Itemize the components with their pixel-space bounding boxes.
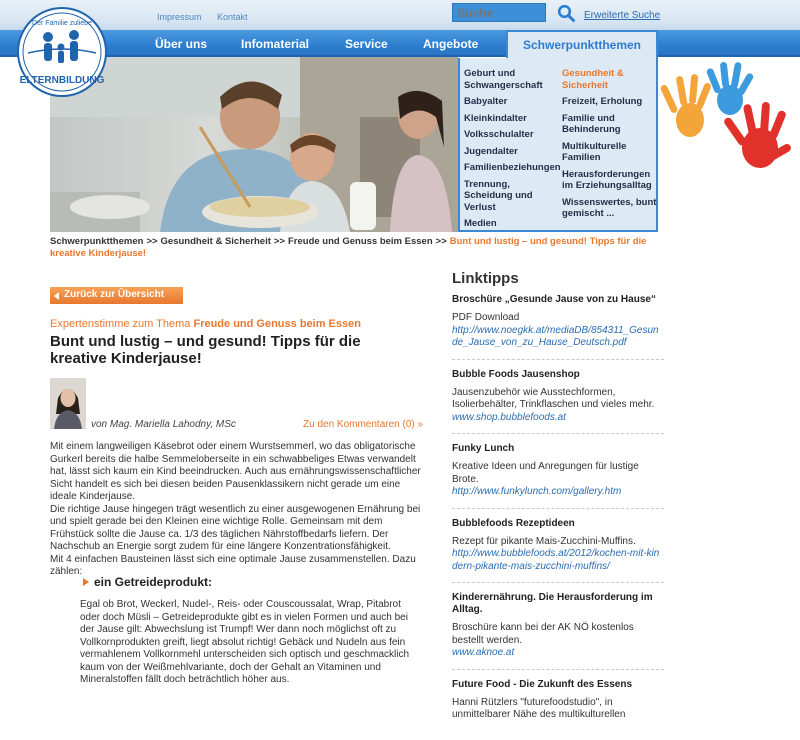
top-bar [0,0,800,30]
link-tip-title: Bubble Foods Jausenshop [452,368,580,380]
dropdown-item[interactable]: Familienbeziehungen [464,162,561,173]
link-tip-url[interactable]: http://www.noegkk.at/mediaDB/854311_Gesunde_Jause_von_zu_Hause_Deutsch.pdf [452,324,659,348]
nav-ueber-uns[interactable]: Über uns [155,37,208,51]
back-to-overview-button[interactable]: Zurück zur Übersicht [50,287,183,304]
advanced-search-link[interactable]: Erweiterte Suche [584,10,661,21]
link-tip [452,443,664,509]
link-tip [452,518,664,584]
breadcrumb-item[interactable]: Schwerpunktthemen [50,236,144,247]
kontakt-link[interactable]: Kontakt [217,12,248,22]
link-tips-sidebar [452,270,664,740]
link-tip-url[interactable]: http://www.bubblefoods.at/2012/kochen-mit-kindern-pikante-mais-zucchini-muffins/ [452,548,660,572]
search-input[interactable] [452,3,546,22]
article-kicker [50,318,361,330]
article-paragraph: Die richtige Jause hingegen trägt wesentlich zu einer ausgewogenen Ernährung bei und spielt gerade bei den Kleinen eine wichtige Rolle. Gemeinsam mit dem Frühstück sollte die Jause ca. 1/3 des täglichen Nährstoffbedarfs liefern. Der Nachschub an Energie sorgt zudem für eine längere Konzentrationsfähigkeit. [50,503,421,552]
breadcrumb-separator: >> [146,236,158,247]
link-tip-desc: Hanni Rützlers "futurefoodstudio", in unmittelbarer Nähe des multikulturellen [452,696,626,720]
breadcrumb-separator: >> [435,236,447,247]
breadcrumb-current: Bunt und lustig – und gesund! Tipps für die kreative Kinderjause! [50,236,647,259]
top-links [157,12,261,22]
dropdown-item[interactable]: Multikulturelle Familien [562,140,627,163]
article-author: von Mag. Mariella Lahodny, MSc [91,419,236,430]
link-tip-desc: PDF Download [452,312,520,323]
breadcrumb-separator: >> [273,236,285,247]
logo-wordmark: ELTERNBILDUNG [19,75,105,86]
link-tip-desc: Broschüre kann bei der AK NÖ kostenlos bestellt werden. [452,622,634,646]
breadcrumb-item[interactable]: Gesundheit & Sicherheit [160,236,271,247]
dropdown-item[interactable]: Jugendalter [464,145,518,157]
schwerpunkt-dropdown [458,58,658,232]
dropdown-item[interactable]: Volksschulalter [464,129,534,140]
dropdown-item[interactable]: Trennung, Scheidung und Verlust [464,178,533,213]
link-tip-desc: Kreative Ideen und Anregungen für lustige Brote. [452,461,639,485]
dropdown-item[interactable]: Babyalter [464,96,508,107]
link-tip-title: Future Food - Die Zukunft des Essens [452,678,633,690]
orange-hand-icon [660,74,712,137]
link-tip [452,294,664,360]
sidebar-title: Linktipps [452,270,519,287]
link-tip [452,679,664,731]
kicker-prefix: Expertenstimme zum Thema [50,318,191,330]
article-title: Bunt und lustig – und gesund! Tipps für die kreative Kinderjause! [50,333,361,367]
link-tip-title: Bubblefoods Rezeptideen [452,517,575,529]
nav-schwerpunktthemen[interactable]: Schwerpunktthemen [506,30,658,60]
dropdown-item[interactable]: Kleinkindalter [464,112,527,124]
impressum-link[interactable]: Impressum [157,12,202,22]
article-paragraph: Mit 4 einfachen Bausteinen lässt sich eine optimale Jause zusammenstellen. Dazu zählen: [50,553,416,577]
elternbildung-logo[interactable] [8,5,116,100]
dropdown-item-active[interactable]: Gesundheit & Sicherheit [562,68,624,91]
dropdown-column-1 [464,68,560,235]
link-tip [452,369,664,435]
logo-tagline: Der Familie zuliebe [32,20,92,27]
link-tip-title: Broschüre „Gesunde Jause von zu Hause“ [452,294,656,305]
building-block-title: ein Getreideprodukt: [80,575,422,589]
dropdown-item[interactable]: Wissenswertes, bunt gemischt ... [562,196,657,219]
building-block-section [80,575,422,687]
link-tip-desc: Jausenzubehör wie Ausstechformen, Isolierbehälter, Trinkflaschen und vieles mehr. [452,386,655,410]
dropdown-column-2 [562,68,658,225]
link-tip [452,592,664,670]
dropdown-item[interactable]: Familie und Behinderung [562,112,621,135]
comments-link[interactable]: Zu den Kommentaren (0) » [303,419,424,430]
building-block-text: Egal ob Brot, Weckerl, Nudel-, Reis- oder Couscoussalat, Wrap, Pitabrot oder doch Müsli – Getreideprodukte gibt es in vielen Formen und auch bei der Jause gilt: Abwechslung ist Trumpf! Wer dann noch möglichst oft zu Vollkornprodukten greift, liegt absolut richtig! Gebäck und Nudeln aus fein vermahlenem Vollkornmehl unterscheiden sich optisch und geschmacklich kaum von der Weißmehlvariante, doch der Gehalt an Vitaminen und Mineralstoffen fällt doch beträchtlich höher aus. [80,599,410,685]
nav-infomaterial[interactable]: Infomaterial [241,37,310,51]
dropdown-item[interactable]: Geburt und Schwangerschaft [464,68,543,91]
link-tip-title: Kinderernährung. Die Herausforderung im Alltag. [452,592,653,615]
link-tip-url[interactable]: www.shop.bubblefoods.at [452,411,566,423]
dropdown-item[interactable]: Medien [464,218,497,229]
nav-service[interactable]: Service [345,37,388,51]
search-icon[interactable] [557,4,575,22]
article-paragraph: Mit einem langweiligen Käsebrot oder einem Wurstsemmerl, wo das obligatorische Gurkerl bereits die halbe Semmeloberseite in ein schwabbeliges Etwas verwandelt hat, lässt sich kaum ein Kind beeindrucken. Auch aus ernährungswissenschaftlicher Sicht handelt es sich bei diesen beiden Pausenklassikern nicht gerade um eine ideale Kinderjause. [50,441,421,502]
link-tip-desc: Rezept für pikante Mais-Zucchini-Muffins. [452,535,636,547]
kicker-topic-link[interactable]: Freude und Genuss beim Essen [193,318,361,330]
painted-hands-decoration [660,60,800,190]
author-avatar [50,378,86,429]
nav-angebote[interactable]: Angebote [423,37,479,51]
breadcrumb [50,236,660,260]
breadcrumb-item[interactable]: Freude und Genuss beim Essen [287,236,433,247]
link-tip-title: Funky Lunch [452,443,515,454]
dropdown-item[interactable]: Herausforderungen im Erziehungsalltag [562,168,652,191]
link-tip-url[interactable]: http://www.funkylunch.com/gallery.htm [452,486,622,497]
article-body [50,441,422,579]
link-tip-url[interactable]: www.aknoe.at [452,647,515,658]
main-navigation [0,30,800,57]
dropdown-item[interactable]: Freizeit, Erholung [562,96,643,107]
